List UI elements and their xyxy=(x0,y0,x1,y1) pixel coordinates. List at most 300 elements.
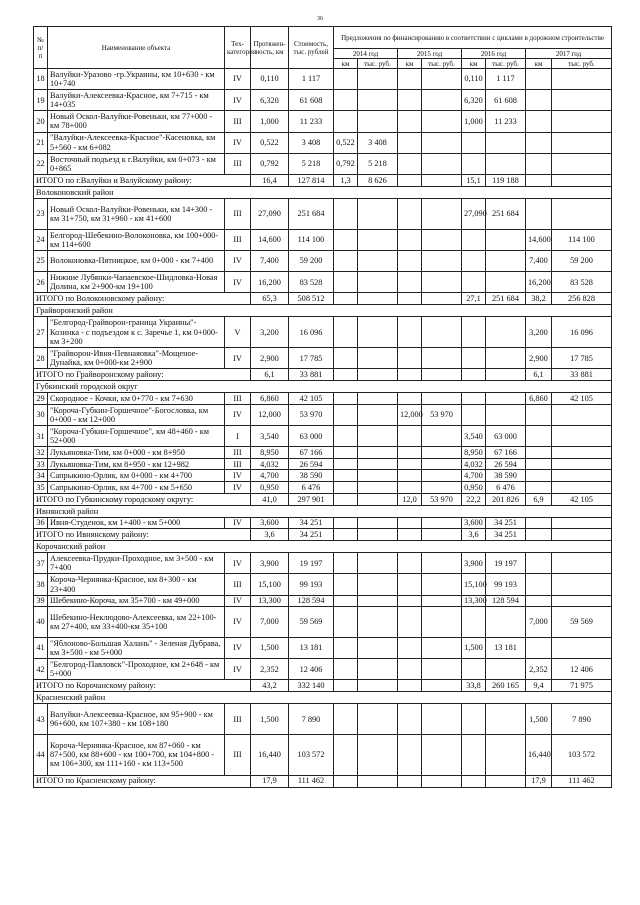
year-y2017km xyxy=(526,404,552,425)
object-name: "Короча-Губкин-Горшечное"-Богословка, км 0+000 - км 12+000 xyxy=(48,404,225,425)
year-y2014rub xyxy=(358,198,398,229)
year-y2017rub xyxy=(552,553,612,574)
year-y2014km xyxy=(334,735,358,775)
year-y2014km xyxy=(334,69,358,90)
year-y2016rub xyxy=(486,704,526,735)
object-name: Новый Оскол-Валуйки-Ровеньки, км 77+000 - км 78+000 xyxy=(48,111,225,132)
year-y2014rub xyxy=(358,493,398,505)
row-number: 34 xyxy=(34,470,48,482)
year-y2017rub xyxy=(552,447,612,459)
tech-category: III xyxy=(225,153,251,174)
year-y2015rub xyxy=(422,369,462,381)
table-body xyxy=(34,69,612,788)
length-km: 1,500 xyxy=(251,637,289,658)
year-y2015rub xyxy=(422,735,462,775)
year-y2016rub: 260 165 xyxy=(486,680,526,692)
year-y2014rub xyxy=(358,458,398,470)
year-y2014km xyxy=(334,293,358,305)
year-y2016km: 27,090 xyxy=(462,198,486,229)
header-num: № п/п xyxy=(34,27,48,69)
year-y2015km xyxy=(398,735,422,775)
row-number: 31 xyxy=(34,426,48,447)
object-name: Шебекино-Короча, км 35+700 - км 49+000 xyxy=(48,595,225,607)
table-row xyxy=(34,470,612,482)
length-km: 3,900 xyxy=(251,553,289,574)
year-y2016rub: 13 181 xyxy=(486,637,526,658)
year-y2015rub xyxy=(422,553,462,574)
year-y2015rub xyxy=(422,529,462,541)
length-km: 4,700 xyxy=(251,470,289,482)
year-y2014km xyxy=(334,229,358,250)
year-y2014rub xyxy=(358,369,398,381)
total-cost: 34 251 xyxy=(289,529,334,541)
header-unit-km: км xyxy=(462,59,486,69)
year-y2016rub: 99 193 xyxy=(486,574,526,595)
table-row xyxy=(34,69,612,90)
table-row xyxy=(34,90,612,111)
year-y2014km xyxy=(334,447,358,459)
year-y2015km xyxy=(398,553,422,574)
year-y2015rub xyxy=(422,470,462,482)
row-number: 26 xyxy=(34,272,48,293)
year-y2014km: 1,3 xyxy=(334,174,358,186)
total-label: ИТОГО по Ивнянскому району: xyxy=(34,529,251,541)
length-km: 2,352 xyxy=(251,659,289,680)
year-y2014km xyxy=(334,595,358,607)
year-y2017km xyxy=(526,132,552,153)
year-y2014km xyxy=(334,680,358,692)
year-y2015rub xyxy=(422,704,462,735)
tech-category: IV xyxy=(225,607,251,638)
year-y2015rub xyxy=(422,393,462,405)
year-y2017rub xyxy=(552,174,612,186)
year-y2016rub: 119 188 xyxy=(486,174,526,186)
district-name: Грайворонский район xyxy=(34,305,612,317)
district-total-row xyxy=(34,529,612,541)
year-y2017km: 14,600 xyxy=(526,229,552,250)
object-name: Волоконовка-Пятницкое, км 0+000 - км 7+400 xyxy=(48,250,225,271)
year-y2014rub xyxy=(358,447,398,459)
year-y2016rub xyxy=(486,659,526,680)
year-y2017rub: 59 200 xyxy=(552,250,612,271)
year-y2017rub xyxy=(552,458,612,470)
row-number: 44 xyxy=(34,735,48,775)
year-y2014rub xyxy=(358,69,398,90)
total-length: 16,4 xyxy=(251,174,289,186)
year-y2015km xyxy=(398,250,422,271)
year-y2017rub: 42 105 xyxy=(552,493,612,505)
year-y2016rub: 19 197 xyxy=(486,553,526,574)
year-y2014km xyxy=(334,659,358,680)
row-number: 38 xyxy=(34,574,48,595)
table-row xyxy=(34,404,612,425)
year-y2014rub xyxy=(358,482,398,494)
year-y2017km xyxy=(526,470,552,482)
year-y2017km xyxy=(526,517,552,529)
year-y2014rub xyxy=(358,272,398,293)
year-y2017rub: 256 828 xyxy=(552,293,612,305)
year-y2015rub xyxy=(422,293,462,305)
length-km: 27,090 xyxy=(251,198,289,229)
year-y2017km xyxy=(526,198,552,229)
row-number: 42 xyxy=(34,659,48,680)
tech-category: IV xyxy=(225,348,251,369)
district-total-row xyxy=(34,369,612,381)
year-y2016km xyxy=(462,272,486,293)
header-length: Протяжен-ность, км xyxy=(251,27,289,69)
tech-category: III xyxy=(225,198,251,229)
table-row xyxy=(34,272,612,293)
year-y2016km: 3,540 xyxy=(462,426,486,447)
row-number: 40 xyxy=(34,607,48,638)
length-km: 1,000 xyxy=(251,111,289,132)
district-header-row xyxy=(34,186,612,198)
year-y2016km xyxy=(462,393,486,405)
district-header-row xyxy=(34,692,612,704)
year-y2016km: 1,500 xyxy=(462,637,486,658)
year-y2014rub xyxy=(358,90,398,111)
district-header-row xyxy=(34,305,612,317)
tech-category: IV xyxy=(225,470,251,482)
year-y2017rub xyxy=(552,153,612,174)
cost-rub: 59 569 xyxy=(289,607,334,638)
year-y2016rub xyxy=(486,272,526,293)
year-y2017km xyxy=(526,447,552,459)
district-name: Волоконовский район xyxy=(34,186,612,198)
year-y2016km xyxy=(462,735,486,775)
year-y2016rub: 201 826 xyxy=(486,493,526,505)
year-y2016rub xyxy=(486,607,526,638)
table-row xyxy=(34,735,612,775)
cost-rub: 13 181 xyxy=(289,637,334,658)
cost-rub: 1 117 xyxy=(289,69,334,90)
year-y2017rub: 17 785 xyxy=(552,348,612,369)
year-y2014km xyxy=(334,704,358,735)
cost-rub: 63 000 xyxy=(289,426,334,447)
year-y2015rub xyxy=(422,595,462,607)
year-y2014km xyxy=(334,369,358,381)
year-y2016km: 33,8 xyxy=(462,680,486,692)
year-y2017km xyxy=(526,69,552,90)
year-y2017km: 6,1 xyxy=(526,369,552,381)
cost-rub: 67 166 xyxy=(289,447,334,459)
length-km: 0,792 xyxy=(251,153,289,174)
length-km: 14,600 xyxy=(251,229,289,250)
year-y2016rub xyxy=(486,317,526,348)
district-header-row xyxy=(34,505,612,517)
table-row xyxy=(34,250,612,271)
year-y2017km xyxy=(526,426,552,447)
object-name: Лукьяновка-Тим, км 0+000 - км 8+950 xyxy=(48,447,225,459)
page-number: 36 xyxy=(317,16,323,22)
object-name: Сапрыкино-Орлик, км 4+700 - км 5+650 xyxy=(48,482,225,494)
year-y2017rub: 83 528 xyxy=(552,272,612,293)
total-length: 41,0 xyxy=(251,493,289,505)
row-number: 29 xyxy=(34,393,48,405)
row-number: 41 xyxy=(34,637,48,658)
header-cost: Стоимость, тыс. рублей xyxy=(289,27,334,69)
table-row xyxy=(34,393,612,405)
year-y2015rub xyxy=(422,272,462,293)
length-km: 8,950 xyxy=(251,447,289,459)
total-label: ИТОГО по г.Валуйки и Валуйскому району: xyxy=(34,174,251,186)
year-y2015rub xyxy=(422,482,462,494)
table-row xyxy=(34,517,612,529)
cost-rub: 7 890 xyxy=(289,704,334,735)
year-y2017km: 7,000 xyxy=(526,607,552,638)
length-km: 4,032 xyxy=(251,458,289,470)
year-y2014km xyxy=(334,574,358,595)
total-length: 43,2 xyxy=(251,680,289,692)
year-y2015km xyxy=(398,69,422,90)
year-y2017km xyxy=(526,529,552,541)
tech-category: IV xyxy=(225,553,251,574)
year-y2017rub: 114 100 xyxy=(552,229,612,250)
tech-category: III xyxy=(225,447,251,459)
year-y2017km: 38,2 xyxy=(526,293,552,305)
year-y2014km xyxy=(334,607,358,638)
cost-rub: 128 594 xyxy=(289,595,334,607)
year-y2015km: 12,000 xyxy=(398,404,422,425)
year-y2014rub xyxy=(358,317,398,348)
year-y2015km xyxy=(398,272,422,293)
year-y2017km: 16,440 xyxy=(526,735,552,775)
year-y2017rub xyxy=(552,132,612,153)
year-y2015km xyxy=(398,111,422,132)
year-y2014km xyxy=(334,493,358,505)
year-y2015rub: 53 970 xyxy=(422,404,462,425)
total-length: 6,1 xyxy=(251,369,289,381)
year-y2014km xyxy=(334,111,358,132)
year-y2014rub xyxy=(358,775,398,787)
year-y2017rub: 103 572 xyxy=(552,735,612,775)
object-name: Сапрыкино-Орлик, км 0+000 - км 4+700 xyxy=(48,470,225,482)
year-y2015rub xyxy=(422,447,462,459)
year-y2015km xyxy=(398,426,422,447)
district-total-row xyxy=(34,293,612,305)
cost-rub: 34 251 xyxy=(289,517,334,529)
financing-table xyxy=(33,26,612,788)
year-y2015rub xyxy=(422,775,462,787)
object-name: "Яблоново-Большая Халань" - Зеленая Дубрава, км 3+500 - км 5+000 xyxy=(48,637,225,658)
year-y2016km: 27,1 xyxy=(462,293,486,305)
tech-category: IV xyxy=(225,132,251,153)
cost-rub: 61 608 xyxy=(289,90,334,111)
district-header-row xyxy=(34,541,612,553)
header-unit-km: км xyxy=(334,59,358,69)
year-y2015km xyxy=(398,198,422,229)
year-y2015rub xyxy=(422,111,462,132)
year-y2015km xyxy=(398,317,422,348)
object-name: Короча-Чернянка-Красное, км 8+300 - км 23+400 xyxy=(48,574,225,595)
total-label: ИТОГО по Грайворонскому району: xyxy=(34,369,251,381)
year-y2016rub xyxy=(486,229,526,250)
year-y2017km: 2,900 xyxy=(526,348,552,369)
row-number: 43 xyxy=(34,704,48,735)
year-y2014rub xyxy=(358,553,398,574)
year-y2017rub xyxy=(552,69,612,90)
year-y2017rub xyxy=(552,111,612,132)
year-y2014rub xyxy=(358,704,398,735)
tech-category: V xyxy=(225,317,251,348)
year-y2014rub xyxy=(358,680,398,692)
year-y2017rub xyxy=(552,529,612,541)
year-y2014km xyxy=(334,775,358,787)
year-y2016km xyxy=(462,153,486,174)
tech-category: I xyxy=(225,426,251,447)
year-y2017km: 2,352 xyxy=(526,659,552,680)
year-y2015km xyxy=(398,517,422,529)
year-y2014km xyxy=(334,198,358,229)
year-y2015km xyxy=(398,574,422,595)
year-y2014km xyxy=(334,393,358,405)
year-y2016rub: 63 000 xyxy=(486,426,526,447)
length-km: 16,440 xyxy=(251,735,289,775)
table-row xyxy=(34,229,612,250)
year-y2017rub: 42 105 xyxy=(552,393,612,405)
year-y2015km xyxy=(398,90,422,111)
year-y2017km: 17,9 xyxy=(526,775,552,787)
total-label: ИТОГО по Губкинскому городскому округу: xyxy=(34,493,251,505)
tech-category: IV xyxy=(225,250,251,271)
district-total-row xyxy=(34,680,612,692)
length-km: 7,400 xyxy=(251,250,289,271)
cost-rub: 38 590 xyxy=(289,470,334,482)
year-y2014rub xyxy=(358,111,398,132)
year-y2017rub: 111 462 xyxy=(552,775,612,787)
table-row xyxy=(34,574,612,595)
year-y2016rub xyxy=(486,404,526,425)
tech-category: III xyxy=(225,111,251,132)
object-name: "Белгород-Павловск"-Проходное, км 2+648 - км 5+000 xyxy=(48,659,225,680)
table-row xyxy=(34,426,612,447)
year-y2016km: 3,600 xyxy=(462,517,486,529)
year-y2017rub: 71 975 xyxy=(552,680,612,692)
total-cost: 508 512 xyxy=(289,293,334,305)
year-y2016rub xyxy=(486,393,526,405)
year-y2016km xyxy=(462,659,486,680)
length-km: 0,522 xyxy=(251,132,289,153)
year-y2014km xyxy=(334,458,358,470)
table-row xyxy=(34,132,612,153)
year-y2017rub xyxy=(552,482,612,494)
year-y2016rub xyxy=(486,250,526,271)
year-y2017rub: 12 406 xyxy=(552,659,612,680)
year-y2015rub xyxy=(422,250,462,271)
year-y2015rub xyxy=(422,317,462,348)
tech-category: III xyxy=(225,704,251,735)
table-row xyxy=(34,607,612,638)
row-number: 25 xyxy=(34,250,48,271)
object-name: Скородное - Кочки, км 0+770 - км 7+630 xyxy=(48,393,225,405)
year-y2015km xyxy=(398,174,422,186)
year-y2014rub: 8 626 xyxy=(358,174,398,186)
tech-category: III xyxy=(225,735,251,775)
year-y2017rub xyxy=(552,90,612,111)
year-y2016km: 1,000 xyxy=(462,111,486,132)
table-row xyxy=(34,595,612,607)
year-y2014km xyxy=(334,404,358,425)
row-number: 30 xyxy=(34,404,48,425)
object-name: "Валуйки-Алексеевка-Красное"-Касеновка, км 5+560 - км 6+082 xyxy=(48,132,225,153)
total-cost: 297 901 xyxy=(289,493,334,505)
year-y2015rub xyxy=(422,90,462,111)
year-y2014rub xyxy=(358,470,398,482)
tech-category: III xyxy=(225,574,251,595)
district-total-row xyxy=(34,493,612,505)
year-y2017rub xyxy=(552,574,612,595)
year-y2015km xyxy=(398,659,422,680)
year-y2015rub xyxy=(422,153,462,174)
year-y2016km xyxy=(462,132,486,153)
year-y2016km: 4,700 xyxy=(462,470,486,482)
year-y2014km xyxy=(334,637,358,658)
year-y2016km: 0,110 xyxy=(462,69,486,90)
year-y2017km: 16,200 xyxy=(526,272,552,293)
header-year-2014: 2014 год xyxy=(334,49,398,59)
year-y2015rub xyxy=(422,348,462,369)
year-y2015rub xyxy=(422,229,462,250)
cost-rub: 3 408 xyxy=(289,132,334,153)
length-km: 0,950 xyxy=(251,482,289,494)
row-number: 28 xyxy=(34,348,48,369)
cost-rub: 53 970 xyxy=(289,404,334,425)
table-row xyxy=(34,198,612,229)
year-y2015km xyxy=(398,393,422,405)
cost-rub: 12 406 xyxy=(289,659,334,680)
row-number: 36 xyxy=(34,517,48,529)
year-y2017rub xyxy=(552,198,612,229)
year-y2014km: 0,522 xyxy=(334,132,358,153)
year-y2014rub xyxy=(358,595,398,607)
year-y2015rub xyxy=(422,198,462,229)
header-category: Тех-категория xyxy=(225,27,251,69)
district-name: Губкинский городской округ xyxy=(34,381,612,393)
year-y2017km xyxy=(526,90,552,111)
year-y2017rub xyxy=(552,404,612,425)
year-y2017km xyxy=(526,574,552,595)
year-y2014rub xyxy=(358,659,398,680)
year-y2014km xyxy=(334,517,358,529)
cost-rub: 103 572 xyxy=(289,735,334,775)
district-name: Корочанский район xyxy=(34,541,612,553)
year-y2015km xyxy=(398,369,422,381)
header-financing-group: Предложения по финансированию в соответствии с циклами в дорожном строительстве xyxy=(334,27,612,49)
year-y2015km xyxy=(398,637,422,658)
length-km: 13,300 xyxy=(251,595,289,607)
year-y2015km xyxy=(398,458,422,470)
object-name: Валуйки-Алексеевка-Красное, км 95+900 - км 96+600, км 107+380 - км 108+180 xyxy=(48,704,225,735)
year-y2017km xyxy=(526,482,552,494)
object-name: "Белгород-Грайворон-граница Украины"-Козинка - с подъездом к с. Заречье 1, км 0+000-км 3+200 xyxy=(48,317,225,348)
tech-category: IV xyxy=(225,659,251,680)
year-y2014km xyxy=(334,272,358,293)
year-y2016km: 8,950 xyxy=(462,447,486,459)
cost-rub: 251 684 xyxy=(289,198,334,229)
table-row xyxy=(34,482,612,494)
year-y2015rub xyxy=(422,637,462,658)
cost-rub: 114 100 xyxy=(289,229,334,250)
year-y2015km xyxy=(398,348,422,369)
table-row xyxy=(34,704,612,735)
length-km: 7,000 xyxy=(251,607,289,638)
year-y2015km xyxy=(398,704,422,735)
object-name: Валуйки-Алексеевка-Красное, км 7+715 - км 14+035 xyxy=(48,90,225,111)
year-y2016rub: 26 594 xyxy=(486,458,526,470)
length-km: 2,900 xyxy=(251,348,289,369)
year-y2017km xyxy=(526,153,552,174)
year-y2014km xyxy=(334,470,358,482)
